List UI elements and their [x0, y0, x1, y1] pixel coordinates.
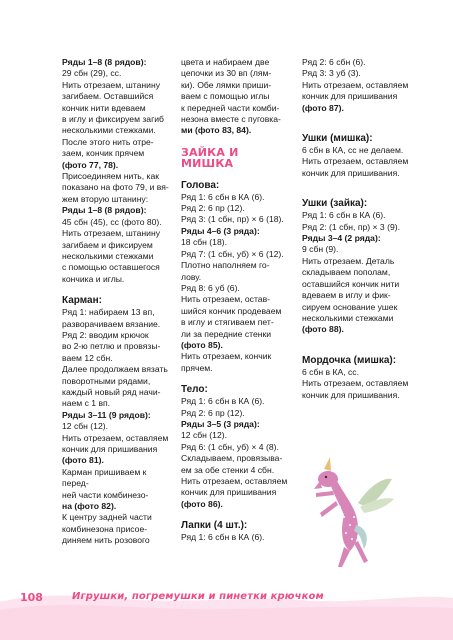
spacer [302, 179, 412, 188]
subsection-heading: Лапки (4 шт.): [181, 520, 248, 532]
text-line: Нить отрезаем. Деталь [302, 255, 395, 266]
text-line: Нить отрезаем, оставляем [302, 378, 409, 389]
footer-book-title: Игрушки, погремушки и пинетки крючком [72, 591, 324, 602]
section-heading: ЗАЙКА И МИШКА [181, 145, 239, 171]
text-line: несколькими стежками. [62, 125, 156, 136]
text-line: Нить отрезаем, остав- [181, 294, 271, 305]
text-line: 12 сбн (12). [181, 430, 227, 441]
text-line: Ряд 1: 6 сбн в КА (6). [181, 191, 265, 202]
text-line: Нить отрезаем, оставляем [181, 476, 288, 486]
text-line: несколькими стежками [62, 250, 154, 261]
text-line: Ряд 1: 6 сбн в КА (6). [181, 396, 265, 407]
text-line: заем, кончик прячем [62, 148, 145, 159]
text-line: 18 сбн (18). [181, 237, 227, 248]
bold-line: (фото 77, 78). [62, 159, 119, 170]
text-line: К центру задней части [62, 512, 152, 523]
subsection-heading: Карман: [62, 295, 102, 307]
bold-line: Ряды 1–8 (8 рядов): [62, 57, 147, 67]
text-line: Ряд 2: 6 пр (12). [181, 407, 245, 418]
text-line: цвета и набираем две [181, 57, 270, 67]
text-line: каждый новый ряд начи- [62, 386, 161, 397]
text-column-1 [62, 57, 174, 547]
text-line: с помощью оставшегося [62, 262, 160, 273]
bold-line: (фото 81). [62, 455, 104, 466]
text-line: Ряд 2: 6 сбн (6). [302, 57, 366, 67]
text-line: Ряд 1: набираем 13 вп, [62, 307, 155, 318]
text-line: Ряд 1: 6 сбн в КА (6). [181, 532, 265, 543]
text-line: несколькими стежками [302, 312, 394, 323]
text-line: загибаем. Оставшийся [62, 91, 154, 102]
text-line: Ряд 3: 3 уб (3). [302, 68, 361, 79]
text-line: 12 сбн (12). [62, 421, 108, 432]
text-line: вдеваем в иглу и фик- [302, 290, 391, 301]
text-line: ки). Обе лямки приши- [181, 79, 272, 90]
text-line: Нить отрезаем, оставляем [302, 79, 409, 90]
text-line: Нить отрезаем, штанину [62, 228, 160, 239]
text-line: После этого нить отре- [62, 136, 154, 147]
text-line: Ряд 6: (1 сбн, уб) × 4 (8). [181, 441, 279, 452]
text-line: Ряд 1: 6 сбн в КА (6). [302, 210, 386, 221]
text-line: во 2-ю петлю и провязы- [62, 341, 161, 352]
text-line: Складываем, провязыва- [181, 453, 283, 464]
text-line: в иглу и стягиваем пет- [181, 317, 274, 328]
unicorn-illustration [300, 455, 400, 570]
text-line: кончик для пришивания [181, 487, 277, 498]
subsection-heading: Тело: [181, 384, 208, 396]
text-line: 6 сбн в КА, сс не делаем. [302, 145, 404, 156]
text-line: незона вместе с пуговка- [181, 114, 281, 125]
subsection-heading: Ушки (зайка): [302, 198, 368, 210]
page-number: 108 [20, 591, 43, 604]
text-line: Плотно наполняем го- [181, 260, 270, 271]
text-line: цепочки из 30 вп (лям- [181, 68, 272, 79]
text-line: загибаем и фиксируем [62, 239, 153, 250]
bold-line: Ряды 3–11 (9 рядов): [62, 409, 151, 420]
text-column-3 [302, 57, 412, 401]
bold-line: ми (фото 83, 84). [181, 125, 252, 136]
text-line: сируем основание ушек [302, 301, 398, 312]
unicorn-body [314, 457, 368, 567]
bold-line: Ряды 4–6 (3 ряда): [181, 225, 260, 236]
text-line: кончик для пришивания. [302, 389, 400, 400]
text-column-2 [181, 57, 293, 544]
text-line: Ряд 2: (1 сбн, пр) × 3 (9). [302, 221, 400, 232]
bold-line: (фото 87). [302, 102, 344, 113]
bold-line: Ряды 1–8 (8 рядов): [62, 205, 147, 216]
text-line: Карман пришиваем к перед- [62, 466, 147, 489]
text-line: Далее продолжаем вязать [62, 364, 168, 375]
subsection-heading: Голова: [181, 179, 220, 191]
text-line: Присоединяем нить, как [62, 171, 160, 182]
text-line: ней части комбинезо- [62, 489, 149, 500]
text-line: разворачиваем вязание. [62, 318, 161, 329]
subsection-heading: Ушки (мишка): [302, 133, 373, 145]
text-line: 45 сбн (45), сс (фото 80). [62, 216, 162, 227]
text-line: лову. [181, 271, 202, 282]
text-line: кончик для пришивания [62, 444, 158, 454]
bold-line: (фото 85). [181, 339, 223, 350]
text-line: поворотными рядами, [62, 375, 151, 386]
text-line: Нить отрезаем, штанину [62, 79, 160, 90]
unicorn-wing [358, 479, 394, 513]
text-line: ваем 12 сбн. [62, 352, 113, 363]
text-line: кончик для пришивания. [302, 167, 400, 178]
text-line: ваем с помощью иглы [181, 91, 270, 102]
bold-line: Ряды 3–5 (3 ряда): [181, 418, 260, 429]
text-line: Нить отрезаем, оставляем [302, 156, 409, 167]
text-line: шийся кончик продеваем [181, 305, 282, 316]
text-line: ли за передние стенки [181, 328, 272, 339]
text-line: комбинезона присое- [62, 523, 148, 534]
bold-line: Ряды 3–4 (2 ряда): [302, 233, 381, 244]
text-line: жем вторую штанину: [62, 193, 149, 204]
bold-line: на (фото 82). [62, 501, 117, 512]
text-line: кончика и иглы. [62, 273, 125, 284]
text-line: в иглу и фиксируем загиб [62, 114, 164, 125]
text-line: 9 сбн (9). [302, 244, 339, 255]
text-line: наем с 1 вп. [62, 398, 111, 409]
subsection-heading: Мордочка (мишка): [302, 354, 397, 366]
text-line: Нить отрезаем, кончик [181, 351, 272, 362]
spacer [302, 114, 412, 123]
text-line: показано на фото 79, и вя- [62, 182, 169, 193]
text-line: Ряд 2: вводим крючок [62, 329, 149, 340]
text-line: ем за обе стенки 4 сбн. [181, 464, 275, 475]
spacer [302, 336, 412, 345]
text-line: 6 сбн в КА, сс. [302, 366, 359, 377]
text-line: Ряд 7: (1 сбн, уб) × 6 (12). [181, 248, 284, 259]
text-line: оставшийся кончик нити [302, 278, 400, 289]
text-line: к передней части комби- [181, 102, 280, 113]
unicorn-eye [325, 476, 327, 478]
text-line: Нить отрезаем, оставляем [62, 432, 169, 443]
text-line: диняем нить розового [62, 535, 150, 546]
text-line: 29 сбн (29), сс. [62, 68, 122, 79]
text-line: кончик для пришивания [302, 91, 398, 102]
bold-line: (фото 86). [181, 498, 223, 509]
text-line: складываем пополам, [302, 267, 391, 278]
text-line: Ряд 3: (1 сбн, пр) × 6 (18). [181, 214, 284, 225]
text-line: Ряд 8: 6 уб (6). [181, 282, 240, 293]
text-line: Ряд 2: 6 пр (12). [181, 203, 245, 214]
text-line: прячем. [181, 362, 213, 373]
bold-line: (фото 88). [302, 324, 344, 335]
text-line: кончик нити вдеваем [62, 102, 146, 113]
